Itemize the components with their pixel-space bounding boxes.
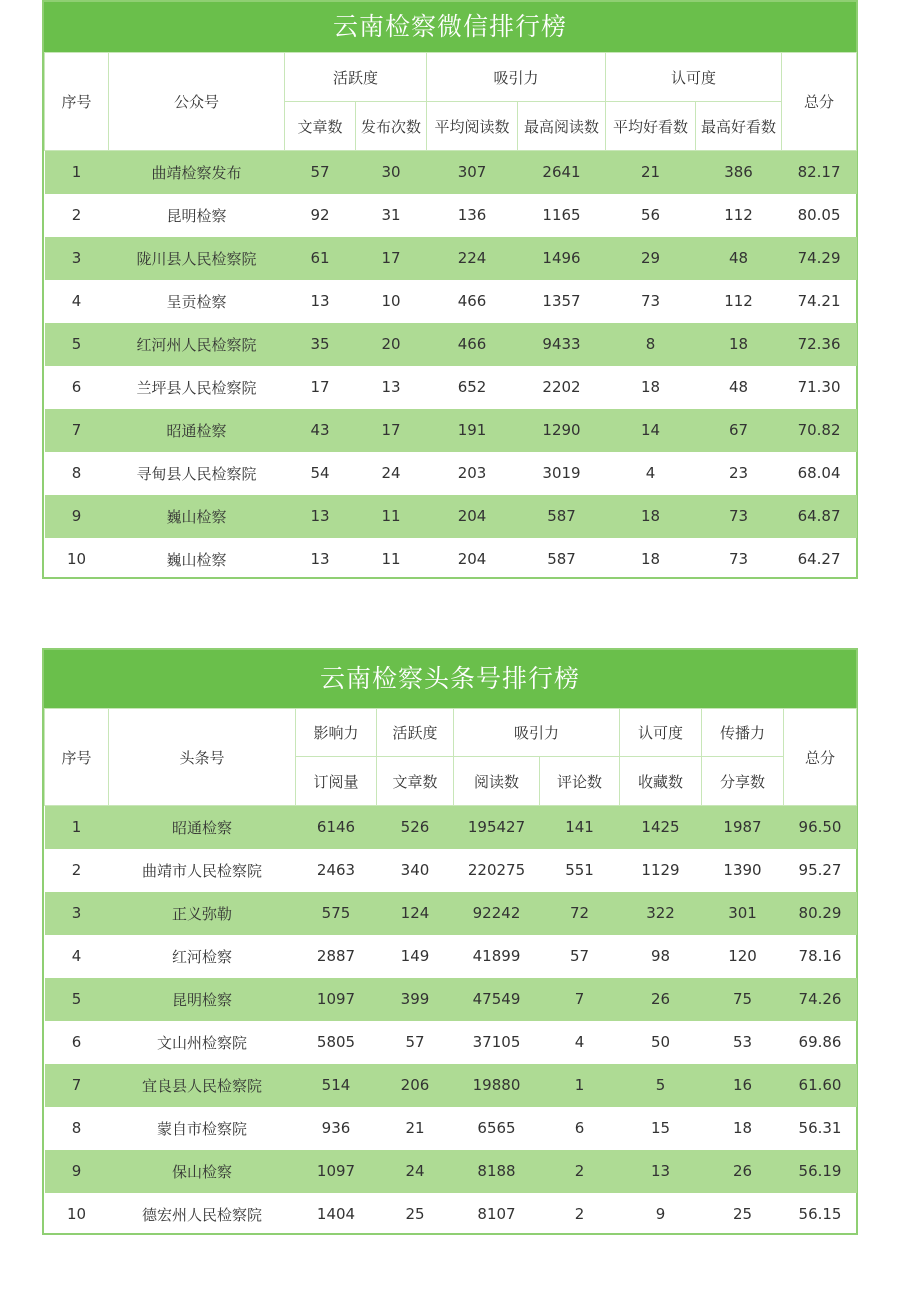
max-reads-cell: 587 <box>547 550 576 568</box>
table-row <box>45 280 857 323</box>
rank-cell: 4 <box>71 292 82 310</box>
favorites-cell: 50 <box>650 1033 671 1051</box>
avg-reads-cell: 466 <box>427 323 518 366</box>
total-score-cell: 95.27 <box>798 861 842 879</box>
publishes-cell: 30 <box>356 151 427 194</box>
rank-cell: 10 <box>66 550 87 568</box>
max-likes-cell: 23 <box>728 464 749 482</box>
wechat-ranking-table <box>44 52 857 581</box>
publishes-cell: 31 <box>381 206 401 224</box>
total-score-cell: 56.19 <box>784 1150 857 1193</box>
articles-cell: 13 <box>310 550 330 568</box>
total-score-cell: 56.31 <box>798 1119 842 1137</box>
rank-cell: 1 <box>45 806 109 849</box>
max-reads-cell: 2641 <box>518 151 606 194</box>
total-score-cell: 61.60 <box>784 1064 857 1107</box>
subscriptions-cell: 1097 <box>296 978 377 1021</box>
max-reads-cell: 1357 <box>542 292 581 310</box>
total-score-cell: 74.21 <box>797 292 841 310</box>
publishes-cell: 24 <box>381 464 401 482</box>
header-avg-likes: 平均好看数 <box>606 102 696 151</box>
publishes-cell: 17 <box>356 409 427 452</box>
account-name-cell: 昆明检察 <box>166 206 227 225</box>
avg-likes-cell: 29 <box>606 237 696 280</box>
reads-cell: 220275 <box>467 861 526 879</box>
header-rank: 序号 <box>45 53 109 151</box>
account-name-cell: 寻甸县人民检察院 <box>136 464 257 483</box>
table-row <box>45 323 857 366</box>
table-row <box>45 1150 857 1193</box>
header-group-influence: 影响力 <box>296 709 377 757</box>
subscriptions-cell: 575 <box>296 892 377 935</box>
articles-cell: 25 <box>405 1205 425 1223</box>
favorites-cell: 1129 <box>641 861 680 879</box>
shares-cell: 120 <box>728 947 757 965</box>
wechat-table-body <box>45 151 857 581</box>
total-score-cell: 74.29 <box>782 237 857 280</box>
total-score-cell: 78.16 <box>798 947 842 965</box>
rank-cell: 2 <box>71 861 82 879</box>
subscriptions-cell: 1097 <box>296 1150 377 1193</box>
avg-reads-cell: 652 <box>457 378 487 396</box>
total-score-cell: 64.87 <box>782 495 857 538</box>
avg-likes-cell: 73 <box>640 292 661 310</box>
total-score-cell: 80.05 <box>797 206 841 224</box>
subscriptions-cell: 1404 <box>316 1205 356 1223</box>
header-shares: 分享数 <box>702 757 784 806</box>
header-account: 公众号 <box>109 53 285 151</box>
header-group-spread: 传播力 <box>702 709 784 757</box>
max-reads-cell: 587 <box>518 495 606 538</box>
rank-cell: 9 <box>45 495 109 538</box>
header-group-approval: 认可度 <box>620 709 702 757</box>
shares-cell: 75 <box>702 978 784 1021</box>
account-name-cell: 兰坪县人民检察院 <box>136 378 257 397</box>
subscriptions-cell: 936 <box>321 1119 351 1137</box>
rank-cell: 7 <box>45 409 109 452</box>
toutiao-ranking-title: 云南检察头条号排行榜 <box>44 650 856 708</box>
account-name-cell: 曲靖检察发布 <box>109 151 285 194</box>
comments-cell: 141 <box>540 806 620 849</box>
header-group-attraction: 吸引力 <box>454 709 620 757</box>
avg-likes-cell: 8 <box>606 323 696 366</box>
total-score-cell: 56.15 <box>798 1205 842 1223</box>
subscriptions-cell: 6146 <box>296 806 377 849</box>
table-row <box>45 892 857 935</box>
max-reads-cell: 9433 <box>518 323 606 366</box>
total-score-cell: 74.26 <box>784 978 857 1021</box>
max-likes-cell: 386 <box>696 151 782 194</box>
comments-cell: 7 <box>540 978 620 1021</box>
comments-cell: 72 <box>540 892 620 935</box>
comments-cell: 2 <box>574 1205 585 1223</box>
table-row <box>45 366 857 409</box>
articles-cell: 526 <box>377 806 454 849</box>
articles-cell: 124 <box>377 892 454 935</box>
avg-reads-cell: 307 <box>427 151 518 194</box>
wechat-ranking-title: 云南检察微信排行榜 <box>44 2 856 52</box>
comments-cell: 2 <box>540 1150 620 1193</box>
articles-cell: 17 <box>310 378 330 396</box>
favorites-cell: 9 <box>655 1205 666 1223</box>
account-name-cell: 昆明检察 <box>109 978 296 1021</box>
header-max-likes: 最高好看数 <box>696 102 782 151</box>
table-row <box>45 452 857 495</box>
rank-cell: 8 <box>71 1119 82 1137</box>
header-group-activity: 活跃度 <box>377 709 454 757</box>
articles-cell: 57 <box>285 151 356 194</box>
account-name-cell: 昭通检察 <box>109 409 285 452</box>
rank-cell: 5 <box>45 978 109 1021</box>
table-row <box>45 194 857 237</box>
header-publishes: 发布次数 <box>356 102 427 151</box>
max-reads-cell: 1496 <box>518 237 606 280</box>
max-likes-cell: 48 <box>728 378 749 396</box>
favorites-cell: 322 <box>620 892 702 935</box>
table-row <box>45 409 857 452</box>
avg-likes-cell: 14 <box>606 409 696 452</box>
account-name-cell: 陇川县人民检察院 <box>109 237 285 280</box>
shares-cell: 1987 <box>702 806 784 849</box>
total-score-cell: 72.36 <box>782 323 857 366</box>
total-score-cell: 96.50 <box>784 806 857 849</box>
articles-cell: 61 <box>285 237 356 280</box>
toutiao-ranking-table <box>44 708 857 1236</box>
reads-cell: 47549 <box>454 978 540 1021</box>
articles-cell: 54 <box>310 464 330 482</box>
publishes-cell: 11 <box>356 495 427 538</box>
account-name-cell: 巍山检察 <box>109 495 285 538</box>
rank-cell: 6 <box>71 1033 82 1051</box>
articles-cell: 35 <box>285 323 356 366</box>
max-likes-cell: 18 <box>696 323 782 366</box>
account-name-cell: 德宏州人民检察院 <box>141 1205 262 1224</box>
header-total: 总分 <box>784 709 857 806</box>
account-name-cell: 昭通检察 <box>109 806 296 849</box>
articles-cell: 399 <box>377 978 454 1021</box>
max-likes-cell: 112 <box>724 292 753 310</box>
avg-likes-cell: 18 <box>640 550 661 568</box>
articles-cell: 24 <box>377 1150 454 1193</box>
table-row <box>45 1064 857 1107</box>
favorites-cell: 5 <box>620 1064 702 1107</box>
articles-cell: 13 <box>285 495 356 538</box>
reads-cell: 8188 <box>454 1150 540 1193</box>
reads-cell: 92242 <box>454 892 540 935</box>
articles-cell: 57 <box>405 1033 425 1051</box>
total-score-cell: 80.29 <box>784 892 857 935</box>
max-reads-cell: 2202 <box>542 378 581 396</box>
max-reads-cell: 1290 <box>518 409 606 452</box>
max-likes-cell: 73 <box>728 550 749 568</box>
avg-reads-cell: 466 <box>457 292 487 310</box>
rank-cell: 9 <box>45 1150 109 1193</box>
max-likes-cell: 67 <box>696 409 782 452</box>
header-comments: 评论数 <box>540 757 620 806</box>
favorites-cell: 26 <box>620 978 702 1021</box>
favorites-cell: 1425 <box>620 806 702 849</box>
total-score-cell: 68.04 <box>797 464 841 482</box>
header-group-attraction: 吸引力 <box>427 53 606 102</box>
total-score-cell: 71.30 <box>797 378 841 396</box>
reads-cell: 41899 <box>472 947 521 965</box>
table-row <box>45 806 857 849</box>
account-name-cell: 文山州检察院 <box>156 1033 247 1052</box>
comments-cell: 551 <box>565 861 594 879</box>
total-score-cell: 64.27 <box>797 550 841 568</box>
shares-cell: 301 <box>702 892 784 935</box>
total-score-cell: 82.17 <box>782 151 857 194</box>
articles-cell: 21 <box>405 1119 425 1137</box>
reads-cell: 6565 <box>477 1119 516 1137</box>
articles-cell: 340 <box>400 861 430 879</box>
rank-cell: 8 <box>71 464 82 482</box>
reads-cell: 19880 <box>454 1064 540 1107</box>
toutiao-ranking-panel <box>42 648 858 1235</box>
table-row <box>45 849 857 892</box>
wechat-ranking-panel <box>42 0 858 579</box>
avg-reads-cell: 136 <box>457 206 487 224</box>
table-row <box>45 495 857 538</box>
avg-likes-cell: 18 <box>640 378 661 396</box>
reads-cell: 37105 <box>472 1033 521 1051</box>
comments-cell: 4 <box>574 1033 585 1051</box>
avg-reads-cell: 204 <box>457 550 487 568</box>
account-name-cell: 呈贡检察 <box>166 292 227 311</box>
subscriptions-cell: 5805 <box>316 1033 356 1051</box>
table-row <box>45 1021 857 1064</box>
header-articles: 文章数 <box>285 102 356 151</box>
header-total: 总分 <box>782 53 857 151</box>
header-articles: 文章数 <box>377 757 454 806</box>
avg-likes-cell: 4 <box>645 464 656 482</box>
header-avg-reads: 平均阅读数 <box>427 102 518 151</box>
comments-cell: 1 <box>540 1064 620 1107</box>
header-account: 头条号 <box>109 709 296 806</box>
publishes-cell: 13 <box>381 378 401 396</box>
max-likes-cell: 112 <box>724 206 753 224</box>
reads-cell: 8107 <box>477 1205 516 1223</box>
account-name-cell: 宜良县人民检察院 <box>109 1064 296 1107</box>
shares-cell: 1390 <box>723 861 762 879</box>
publishes-cell: 17 <box>356 237 427 280</box>
shares-cell: 18 <box>732 1119 753 1137</box>
shares-cell: 16 <box>702 1064 784 1107</box>
favorites-cell: 13 <box>620 1150 702 1193</box>
account-name-cell: 红河州人民检察院 <box>109 323 285 366</box>
max-reads-cell: 3019 <box>542 464 581 482</box>
comments-cell: 6 <box>574 1119 585 1137</box>
subscriptions-cell: 2887 <box>316 947 356 965</box>
table-row <box>45 1107 857 1150</box>
toutiao-table-body <box>45 806 857 1236</box>
avg-reads-cell: 224 <box>427 237 518 280</box>
articles-cell: 13 <box>310 292 330 310</box>
articles-cell: 43 <box>285 409 356 452</box>
favorites-cell: 98 <box>650 947 671 965</box>
rank-cell: 1 <box>45 151 109 194</box>
rank-cell: 2 <box>71 206 82 224</box>
rank-cell: 3 <box>45 892 109 935</box>
header-reads: 阅读数 <box>454 757 540 806</box>
header-group-activity: 活跃度 <box>285 53 427 102</box>
articles-cell: 149 <box>400 947 430 965</box>
total-score-cell: 70.82 <box>782 409 857 452</box>
comments-cell: 57 <box>569 947 590 965</box>
table-row <box>45 978 857 1021</box>
max-likes-cell: 73 <box>696 495 782 538</box>
rank-cell: 7 <box>45 1064 109 1107</box>
articles-cell: 206 <box>377 1064 454 1107</box>
subscriptions-cell: 514 <box>296 1064 377 1107</box>
subscriptions-cell: 2463 <box>316 861 356 879</box>
header-max-reads: 最高阅读数 <box>518 102 606 151</box>
max-reads-cell: 1165 <box>542 206 581 224</box>
reads-cell: 195427 <box>454 806 540 849</box>
max-likes-cell: 48 <box>696 237 782 280</box>
avg-reads-cell: 203 <box>457 464 487 482</box>
table-row <box>45 1193 857 1236</box>
rank-cell: 10 <box>66 1205 87 1223</box>
shares-cell: 53 <box>732 1033 753 1051</box>
header-group-approval: 认可度 <box>606 53 782 102</box>
table-row <box>45 237 857 280</box>
account-name-cell: 蒙自市检察院 <box>156 1119 247 1138</box>
shares-cell: 25 <box>732 1205 753 1223</box>
account-name-cell: 正义弥勒 <box>109 892 296 935</box>
publishes-cell: 20 <box>356 323 427 366</box>
table-row <box>45 538 857 581</box>
header-favorites: 收藏数 <box>620 757 702 806</box>
rank-cell: 3 <box>45 237 109 280</box>
table-row <box>45 935 857 978</box>
avg-likes-cell: 18 <box>606 495 696 538</box>
rank-cell: 6 <box>71 378 82 396</box>
account-name-cell: 曲靖市人民检察院 <box>141 861 262 880</box>
account-name-cell: 巍山检察 <box>166 550 227 569</box>
rank-cell: 5 <box>45 323 109 366</box>
shares-cell: 26 <box>702 1150 784 1193</box>
account-name-cell: 保山检察 <box>109 1150 296 1193</box>
articles-cell: 92 <box>310 206 330 224</box>
avg-likes-cell: 56 <box>640 206 661 224</box>
total-score-cell: 69.86 <box>798 1033 842 1051</box>
avg-reads-cell: 204 <box>427 495 518 538</box>
rank-cell: 4 <box>71 947 82 965</box>
account-name-cell: 红河检察 <box>171 947 232 966</box>
header-subscriptions: 订阅量 <box>296 757 377 806</box>
avg-likes-cell: 21 <box>606 151 696 194</box>
publishes-cell: 11 <box>381 550 401 568</box>
header-rank: 序号 <box>45 709 109 806</box>
avg-reads-cell: 191 <box>427 409 518 452</box>
table-row <box>45 151 857 194</box>
publishes-cell: 10 <box>381 292 401 310</box>
favorites-cell: 15 <box>650 1119 671 1137</box>
